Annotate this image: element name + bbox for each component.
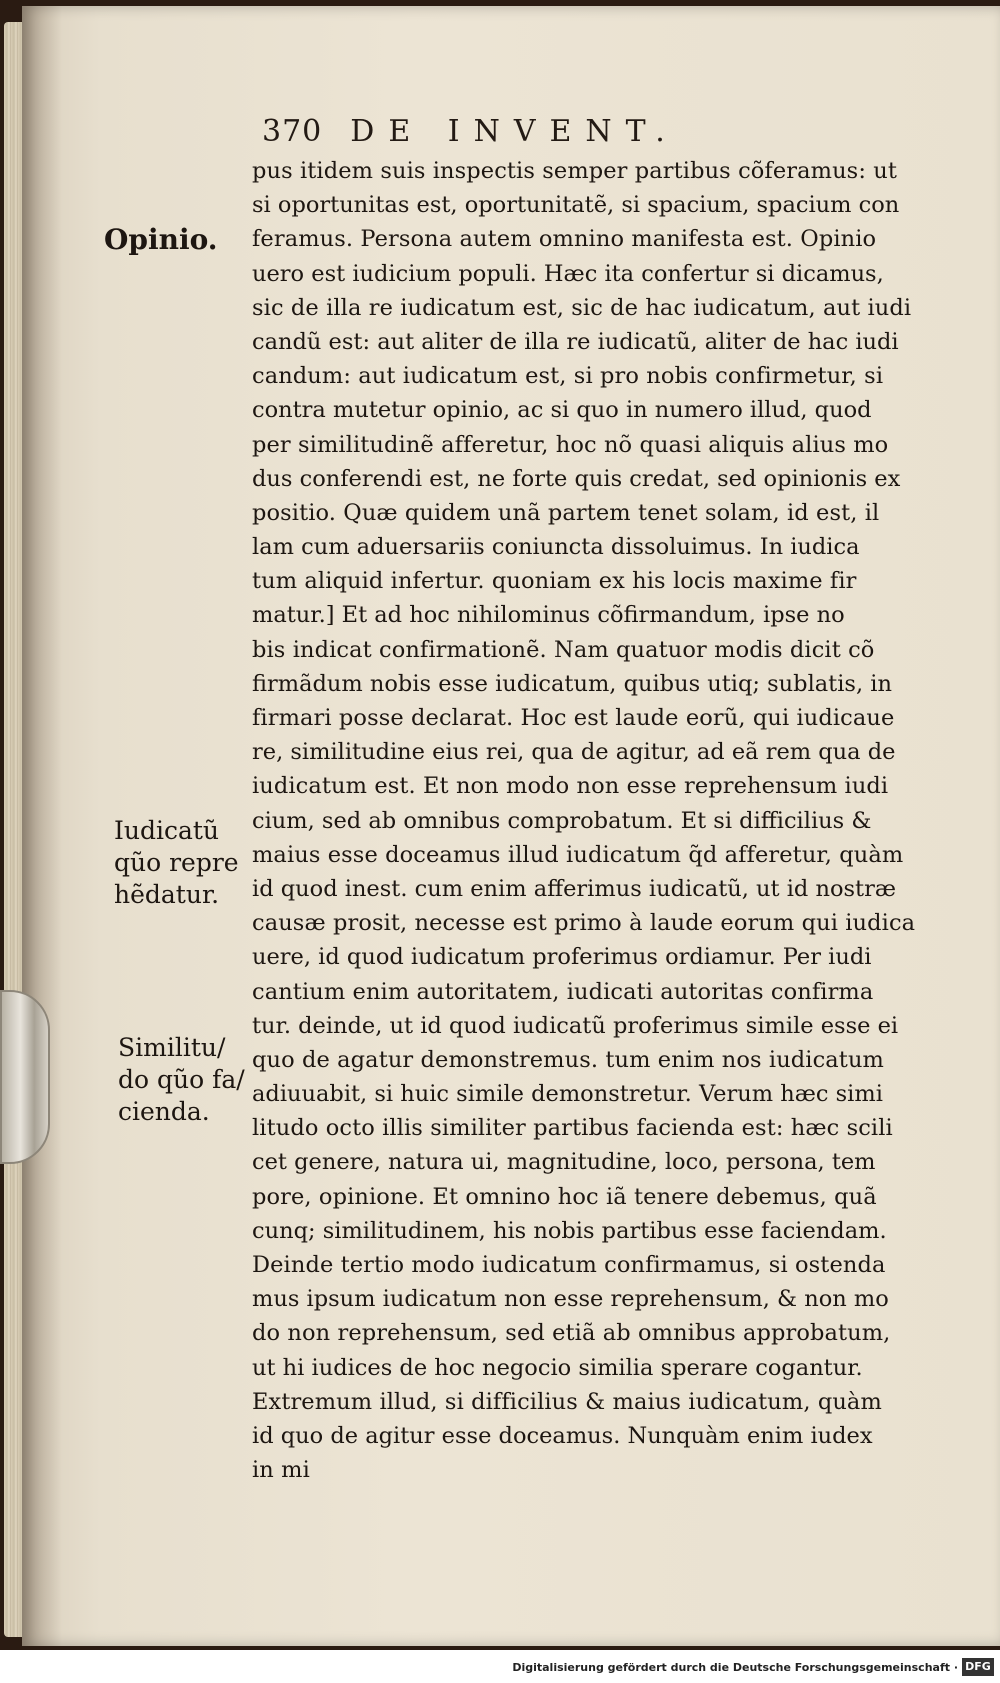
margin-note-line: qũo repre (114, 848, 239, 877)
text-line: uero est iudicium populi. Hæc ita confertur si dicamus, (252, 260, 884, 287)
text-line: tur. deinde, ut id quod iudicatũ proferimus simile esse ei (252, 1012, 899, 1039)
margin-note-line: hẽdatur. (114, 880, 220, 909)
text-line: in mi (252, 1457, 310, 1484)
text-line: candũ est: aut aliter de illa re iudicatũ, aliter de hac iudi (252, 328, 899, 355)
text-line: cunq; similitudinem, his nobis partibus esse faciendam. (252, 1217, 887, 1244)
text-line: candum: aut iudicatum est, si pro nobis confirmetur, si (252, 363, 884, 390)
text-line: Extremum illud, si difficilius & maius iudicatum, quàm (252, 1388, 882, 1415)
text-line: per similitudinẽ afferetur, hoc nõ quasi aliquis alius mo (252, 431, 889, 458)
text-line: si oportunitas est, oportunitatẽ, si spacium, spacium con (252, 192, 900, 219)
footer-bar (0, 1652, 1000, 1683)
margin-note-iudicatum (114, 815, 239, 911)
text-line: re, similitudine eius rei, qua de agitur, ad eã rem qua de (252, 739, 896, 766)
text-line: bis indicat confirmationẽ. Nam quatuor modis dicit cõ (252, 636, 875, 663)
text-line: contra mutetur opinio, ac si quo in numero illud, quod (252, 397, 872, 424)
margin-note-line: Similitu/ (118, 1033, 226, 1062)
text-line: positio. Quæ quidem unã partem tenet solam, id est, il (252, 499, 880, 526)
text-line: sic de illa re iudicatum est, sic de hac iudicatum, aut iudi (252, 294, 912, 321)
running-header (262, 114, 802, 154)
text-line: cet genere, natura ui, magnitudine, loco, persona, tem (252, 1149, 876, 1176)
margin-note-line: do qũo fa/ (118, 1065, 245, 1094)
margin-note-similitudo (118, 1032, 245, 1128)
margin-note-opinio: Opinio. (104, 223, 218, 256)
text-line: pus itidem suis inspectis semper partibus cõferamus: ut (252, 158, 897, 184)
text-line: uere, id quod iudicatum proferimus ordiamur. Per iudi (252, 944, 872, 971)
gutter-shadow (22, 6, 62, 1646)
page-number: 370 (262, 114, 323, 149)
text-line: mus ipsum iudicatum non esse reprehensum, & non mo (252, 1286, 889, 1313)
text-line: matur.] Et ad hoc nihilominus cõfirmandum, ipse no (252, 602, 845, 629)
text-line: id quod inest. cum enim afferimus iudicatũ, ut id nostræ (252, 875, 897, 902)
text-line: Deinde tertio modo iudicatum confirmamus, si ostenda (252, 1252, 886, 1278)
running-head-title: DE INVENT. (350, 114, 679, 149)
margin-note-line: cienda. (118, 1097, 210, 1126)
text-line: litudo octo illis similiter partibus facienda est: hæc scili (252, 1115, 893, 1142)
text-line: causæ prosit, necesse est primo à laude eorum qui iudica (252, 910, 916, 937)
dfg-logo: DFG (962, 1658, 994, 1676)
digitization-credit: Digitalisierung gefördert durch die Deutsche Forschungsgemeinschaft · (512, 1661, 958, 1674)
page-clip (0, 990, 50, 1164)
text-line: feramus. Persona autem omnino manifesta est. Opinio (252, 226, 877, 253)
text-line: id quo de agitur esse doceamus. Nunquàm enim iudex (252, 1422, 873, 1449)
text-line: cium, sed ab omnibus comprobatum. Et si difficilius & (252, 807, 872, 834)
text-line: quo de agatur demonstremus. tum enim nos iudicatum (252, 1046, 884, 1073)
text-line: lam cum aduersariis coniuncta dissoluimus. In iudica (252, 534, 860, 561)
text-line: firmãdum nobis esse iudicatum, quibus utiq; sublatis, in (252, 670, 892, 697)
text-line: do non reprehensum, sed etiã ab omnibus approbatum, (252, 1320, 891, 1347)
text-line: firmari posse declarat. Hoc est laude eorũ, qui iudicaue (252, 705, 895, 731)
text-line: cantium enim autoritatem, iudicati autoritas confirma (252, 978, 874, 1005)
text-line: ut hi iudices de hoc negocio similia sperare cogantur. (252, 1354, 863, 1381)
margin-note-line: Iudicatũ (114, 816, 220, 845)
text-line: dus conferendi est, ne forte quis credat, sed opinionis ex (252, 465, 901, 492)
text-line: pore, opinione. Et omnino hoc iã tenere debemus, quã (252, 1183, 877, 1210)
text-line: tum aliquid infertur. quoniam ex his locis maxime fir (252, 568, 857, 595)
body-text (252, 154, 972, 1487)
text-line: adiuuabit, si huic simile demonstretur. Verum hæc simi (252, 1081, 883, 1108)
text-line: maius esse doceamus illud iudicatum q̃d afferetur, quàm (252, 841, 904, 868)
text-line: iudicatum est. Et non modo non esse reprehensum iudi (252, 773, 889, 800)
